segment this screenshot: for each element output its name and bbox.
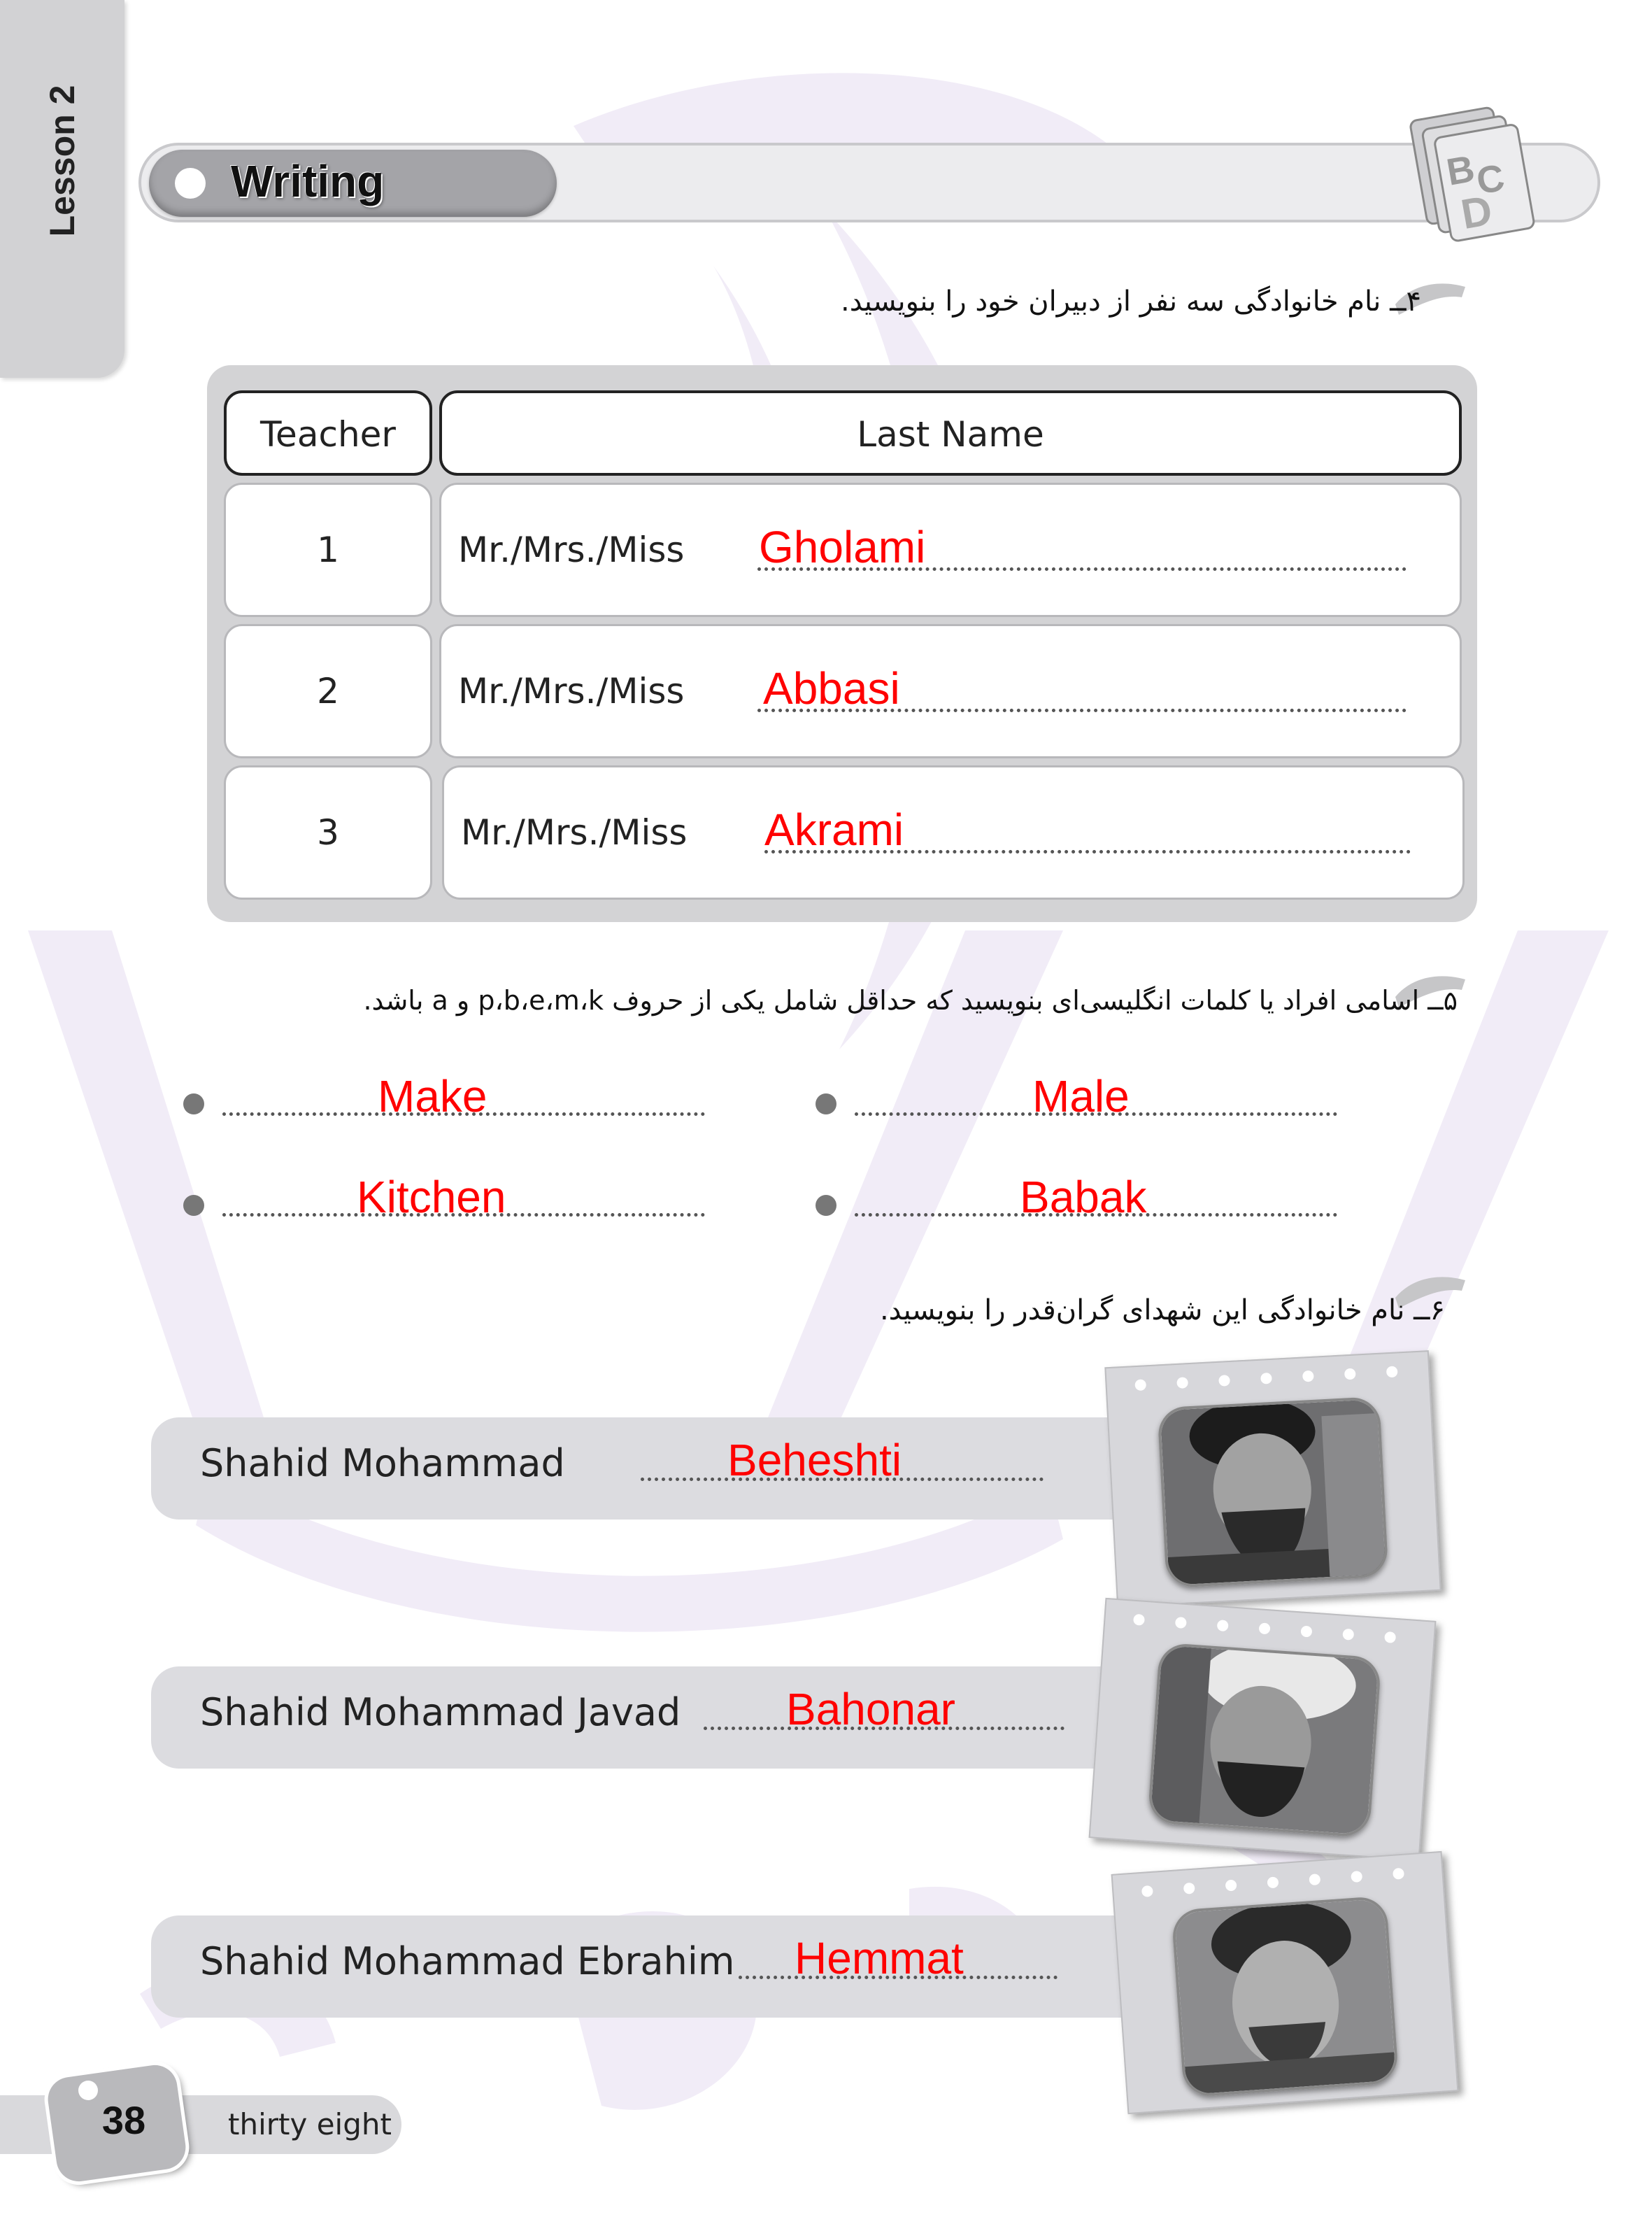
table-header-last-name [439, 390, 1462, 476]
bullet-icon [183, 1195, 204, 1216]
row-2-name-cell [439, 624, 1462, 758]
abc-letters-icon [1399, 98, 1539, 252]
bullet-icon [816, 1195, 836, 1216]
martyr-1-photo-frame [1104, 1350, 1441, 1608]
row-2-answer: Abbasi [763, 663, 900, 714]
page-number-words: thirty eight [228, 2107, 392, 2141]
row-2-prefix: Mr./Mrs./Miss [458, 671, 685, 711]
word-3-answer: Kitchen [357, 1172, 506, 1222]
section-bullet-icon [175, 168, 206, 199]
row-2-number: 2 [317, 671, 339, 711]
page-number: 38 [101, 2098, 146, 2142]
row-1-number: 1 [317, 530, 339, 570]
exercise-6-instruction: ۶ــ نام خانوادگی این شهدای گران‌قدر را بنویسید. [879, 1294, 1445, 1326]
bullet-icon [183, 1093, 204, 1114]
teacher-table [207, 365, 1477, 922]
row-1-prefix: Mr./Mrs./Miss [458, 530, 685, 570]
row-3-answer: Akrami [764, 805, 904, 855]
martyr-2-answer: Bahonar [786, 1684, 955, 1734]
row-3-prefix: Mr./Mrs./Miss [461, 812, 688, 853]
martyr-1-answer: Beheshti [727, 1435, 902, 1485]
svg-text:B: B [1443, 148, 1478, 194]
row-1-name-cell [439, 483, 1462, 617]
table-header-teacher [224, 390, 432, 476]
svg-text:C: C [1473, 156, 1508, 203]
exercise-5-instruction: ۵ــ اسامی افراد یا کلمات انگلیسی‌ای بنویسید که حداقل شامل یکی از حروف p،b،e،m،k و a باشد. [363, 985, 1458, 1016]
martyr-3-answer: Hemmat [795, 1933, 964, 1983]
word-2-answer: Male [1032, 1071, 1130, 1121]
svg-text:D: D [1457, 186, 1496, 239]
martyr-1-photo [1157, 1396, 1388, 1588]
bullet-icon [816, 1093, 836, 1114]
martyr-2-label: Shahid Mohammad Javad [200, 1690, 681, 1734]
row-3-name-cell [442, 765, 1465, 900]
exercise-4-instruction: ۴ــ نام خانوادگی سه نفر از دبیران خود را بنویسید. [841, 285, 1421, 318]
row-1-answer: Gholami [759, 522, 926, 572]
word-4-answer: Babak [1020, 1172, 1147, 1222]
header-last-name-label: Last Name [857, 414, 1044, 455]
lesson-label: Lesson 2 [43, 85, 82, 237]
martyr-3-label: Shahid Mohammad Ebrahim [200, 1939, 735, 1983]
lesson-tab [0, 0, 124, 378]
row-3-number: 3 [317, 812, 339, 853]
martyr-3-photo [1171, 1896, 1399, 2098]
header-teacher-label: Teacher [260, 414, 396, 455]
word-1-answer: Make [378, 1071, 487, 1121]
row-3-number-cell [224, 765, 432, 900]
martyr-2-photo [1147, 1642, 1381, 1838]
section-title: Writing [231, 156, 385, 206]
row-2-number-cell [224, 624, 432, 758]
martyr-3-photo-frame [1111, 1851, 1459, 2114]
row-1-number-cell [224, 483, 432, 617]
martyr-1-label: Shahid Mohammad [200, 1441, 565, 1485]
martyr-2-photo-frame [1089, 1598, 1437, 1861]
